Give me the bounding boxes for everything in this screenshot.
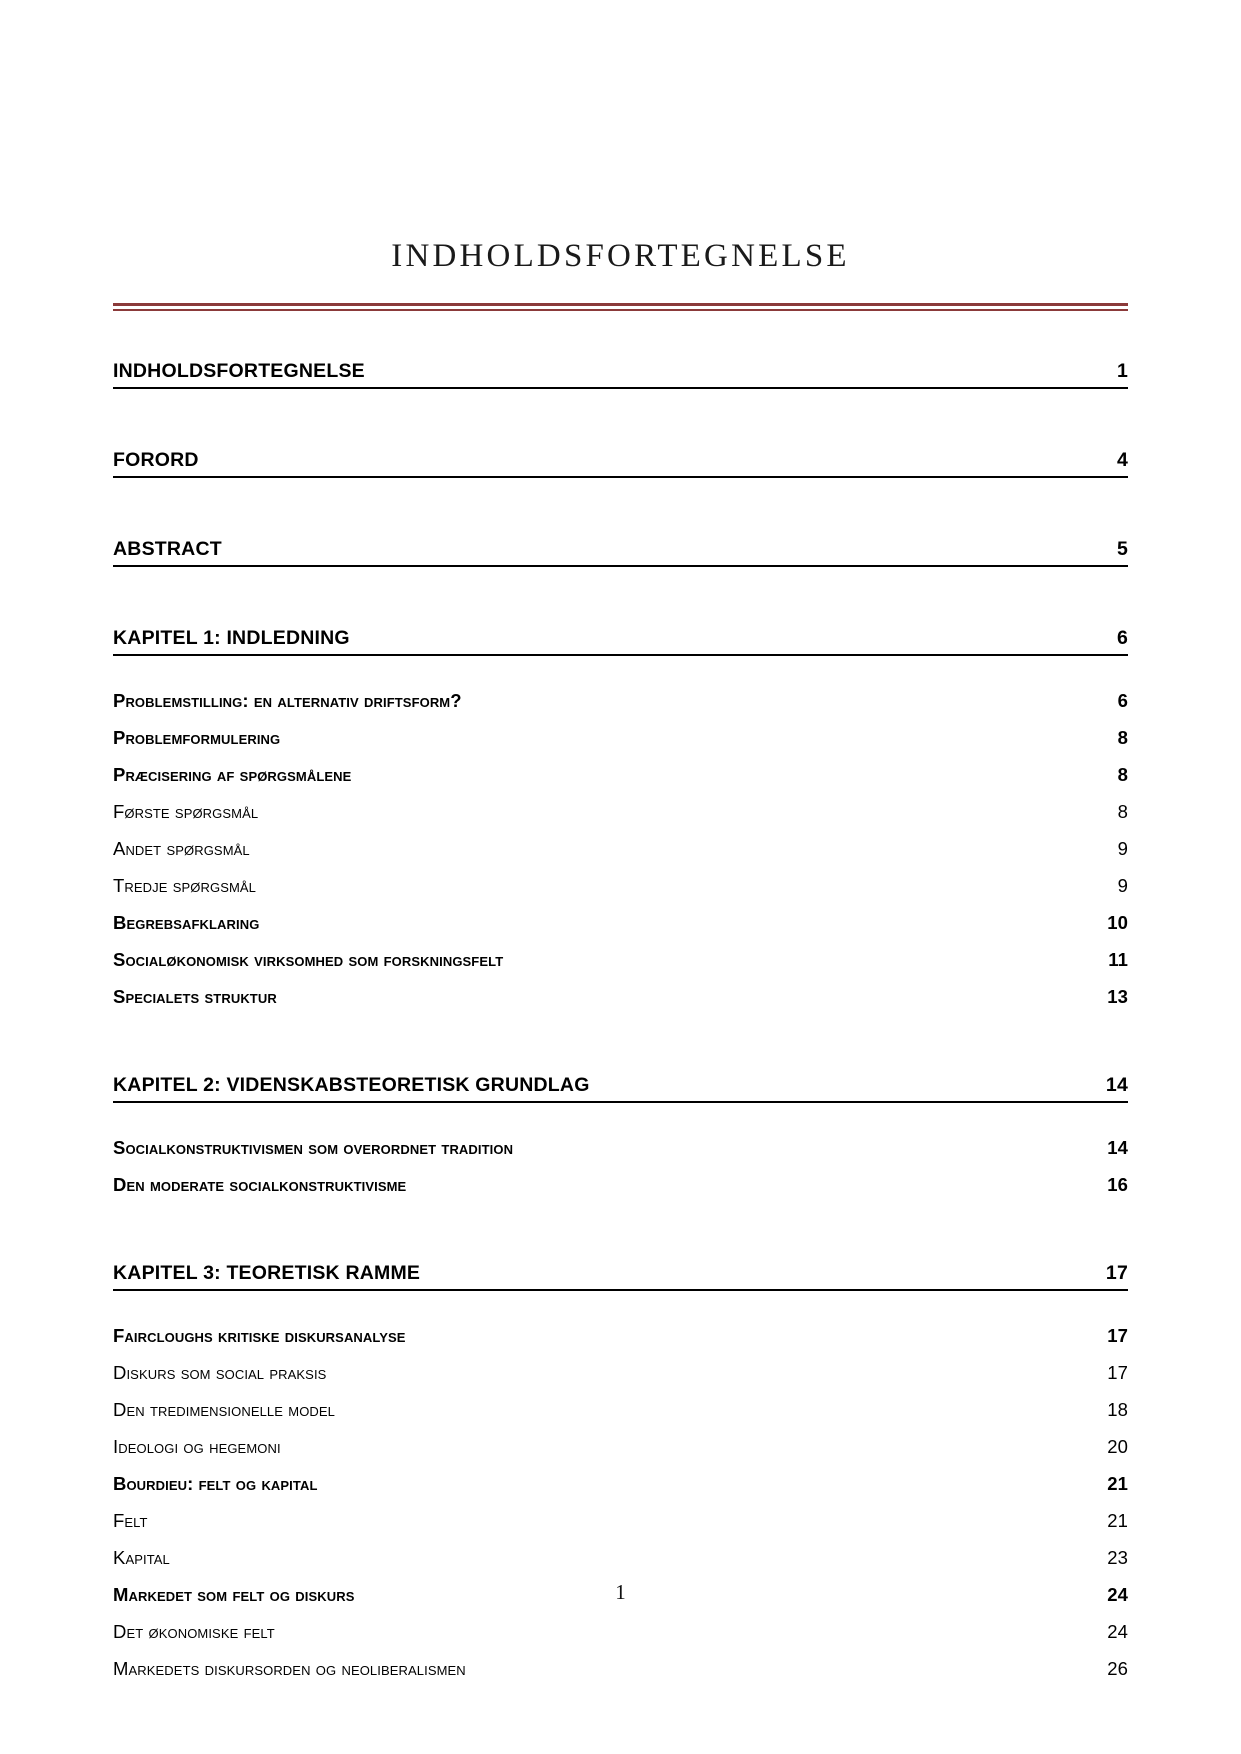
toc-entry-page-number: 18: [1107, 1399, 1128, 1420]
toc-entry-level-3[interactable]: [113, 1510, 1128, 1538]
toc-entry-label: KAPITEL 2: VIDENSKABSTEORETISK GRUNDLAG: [113, 1074, 590, 1096]
toc-entry-label: Specialets struktur: [113, 986, 277, 1007]
toc-entry-label: Markedet som felt og diskurs: [113, 1584, 355, 1605]
toc-spacer: [113, 755, 1128, 764]
toc-entry-label: KAPITEL 3: TEORETISK RAMME: [113, 1262, 421, 1284]
toc-entry-level-3[interactable]: [113, 1399, 1128, 1427]
toc-entry-label: Den tredimensionelle model: [113, 1399, 336, 1420]
toc-entry-level-3[interactable]: [113, 1436, 1128, 1464]
toc-entry-level-2[interactable]: [113, 1174, 1128, 1202]
toc-entry-page-number: 20: [1107, 1436, 1128, 1457]
toc-spacer: [113, 1165, 1128, 1174]
toc-spacer: [113, 1390, 1128, 1399]
toc-entry-page-number: 21: [1107, 1473, 1128, 1494]
toc-entry-page-number: 6: [1117, 690, 1128, 711]
toc-entry-level-1[interactable]: [113, 538, 1128, 567]
toc-entry-level-3[interactable]: [113, 1547, 1128, 1575]
toc-entry-page-number: 17: [1107, 1325, 1128, 1346]
toc-spacer: [113, 1427, 1128, 1436]
toc-entry-level-1[interactable]: [113, 1074, 1128, 1103]
toc-entry-label: Første spørgsmål: [113, 801, 259, 822]
toc-entry-label: Kapital: [113, 1547, 170, 1568]
toc-entry-label: Andet spørgsmål: [113, 838, 250, 859]
toc-entry-label: INDHOLDSFORTEGNELSE: [113, 360, 365, 382]
toc-entry-page-number: 8: [1117, 727, 1128, 748]
toc-entry-level-3[interactable]: [113, 1658, 1128, 1686]
toc-spacer: [113, 792, 1128, 801]
toc-entry-level-2[interactable]: [113, 949, 1128, 977]
toc-entry-label: Problemstilling: en alternativ driftsform?: [113, 690, 462, 711]
table-of-contents: [113, 360, 1128, 1686]
toc-entry-page-number: 24: [1107, 1584, 1128, 1605]
toc-entry-level-2[interactable]: [113, 1137, 1128, 1165]
title-divider-rule: [113, 303, 1128, 311]
toc-entry-label: Begrebsafklaring: [113, 912, 260, 933]
toc-entry-level-3[interactable]: [113, 801, 1128, 829]
toc-entry-label: Præcisering af spørgsmålene: [113, 764, 352, 785]
toc-spacer: [113, 1501, 1128, 1510]
toc-entry-page-number: 9: [1117, 875, 1128, 896]
divider-line-bottom: [113, 309, 1128, 311]
toc-entry-level-2[interactable]: [113, 912, 1128, 940]
toc-entry-label: Det økonomiske felt: [113, 1621, 275, 1642]
toc-spacer: [113, 567, 1128, 627]
toc-entry-level-2[interactable]: [113, 986, 1128, 1014]
toc-entry-level-2[interactable]: [113, 727, 1128, 755]
toc-entry-label: Bourdieu: felt og kapital: [113, 1473, 318, 1494]
toc-spacer: [113, 389, 1128, 449]
toc-spacer: [113, 1538, 1128, 1547]
toc-entry-page-number: 16: [1107, 1174, 1128, 1195]
toc-entry-page-number: 11: [1108, 949, 1128, 970]
toc-entry-label: Faircloughs kritiske diskursanalyse: [113, 1325, 406, 1346]
toc-spacer: [113, 940, 1128, 949]
toc-spacer: [113, 866, 1128, 875]
page-title: INDHOLDSFORTEGNELSE: [391, 238, 850, 274]
toc-entry-page-number: 4: [1116, 449, 1128, 471]
toc-entry-level-3[interactable]: [113, 1621, 1128, 1649]
toc-entry-level-1[interactable]: [113, 1262, 1128, 1291]
toc-spacer: [113, 1464, 1128, 1473]
toc-entry-page-number: 1: [1116, 360, 1128, 382]
toc-entry-level-1[interactable]: [113, 360, 1128, 389]
toc-entry-label: Diskurs som social praksis: [113, 1362, 327, 1383]
toc-entry-level-1[interactable]: [113, 627, 1128, 656]
divider-line-top: [113, 303, 1128, 306]
toc-entry-label: Socialkonstruktivismen som overordnet tradition: [113, 1137, 514, 1158]
toc-entry-level-2[interactable]: [113, 1473, 1128, 1501]
toc-entry-page-number: 8: [1117, 764, 1128, 785]
toc-entry-label: Felt: [113, 1510, 148, 1531]
toc-entry-page-number: 5: [1116, 538, 1128, 560]
toc-spacer: [113, 478, 1128, 538]
toc-spacer: [113, 977, 1128, 986]
toc-entry-page-number: 8: [1117, 801, 1128, 822]
toc-spacer: [113, 718, 1128, 727]
toc-spacer: [113, 1353, 1128, 1362]
toc-entry-page-number: 23: [1107, 1547, 1128, 1568]
toc-entry-page-number: 9: [1117, 838, 1128, 859]
toc-entry-page-number: 14: [1107, 1137, 1128, 1158]
toc-entry-label: Ideologi og hegemoni: [113, 1436, 281, 1457]
toc-entry-page-number: 14: [1105, 1074, 1128, 1096]
toc-entry-page-number: 26: [1107, 1658, 1128, 1679]
toc-entry-label: Markedets diskursorden og neoliberalismen: [113, 1658, 466, 1679]
toc-entry-label: Socialøkonomisk virksomhed som forskningsfelt: [113, 949, 504, 970]
toc-entry-level-3[interactable]: [113, 1362, 1128, 1390]
toc-spacer: [113, 829, 1128, 838]
toc-entry-level-3[interactable]: [113, 875, 1128, 903]
toc-entry-label: Den moderate socialkonstruktivisme: [113, 1174, 407, 1195]
toc-entry-level-2[interactable]: [113, 1325, 1128, 1353]
toc-entry-label: FORORD: [113, 449, 199, 471]
toc-entry-page-number: 13: [1107, 986, 1128, 1007]
toc-entry-level-3[interactable]: [113, 838, 1128, 866]
toc-spacer: [113, 1014, 1128, 1074]
toc-entry-page-number: 17: [1107, 1362, 1128, 1383]
toc-entry-label: KAPITEL 1: INDLEDNING: [113, 627, 350, 649]
toc-entry-label: Problemformulering: [113, 727, 281, 748]
toc-spacer: [113, 656, 1128, 690]
toc-spacer: [113, 1202, 1128, 1262]
toc-spacer: [113, 903, 1128, 912]
footer-page-number: 1: [615, 1580, 626, 1604]
toc-entry-level-1[interactable]: [113, 449, 1128, 478]
toc-entry-level-2[interactable]: [113, 690, 1128, 718]
toc-spacer: [113, 1103, 1128, 1137]
toc-entry-page-number: 17: [1105, 1262, 1128, 1284]
toc-entry-level-2[interactable]: [113, 764, 1128, 792]
toc-entry-label: ABSTRACT: [113, 538, 222, 560]
toc-spacer: [113, 1291, 1128, 1325]
toc-entry-page-number: 24: [1107, 1621, 1128, 1642]
toc-spacer: [113, 1649, 1128, 1658]
toc-entry-label: Tredje spørgsmål: [113, 875, 257, 896]
toc-spacer: [113, 1612, 1128, 1621]
toc-entry-page-number: 6: [1116, 627, 1128, 649]
toc-entry-page-number: 21: [1107, 1510, 1128, 1531]
toc-entry-page-number: 10: [1107, 912, 1128, 933]
